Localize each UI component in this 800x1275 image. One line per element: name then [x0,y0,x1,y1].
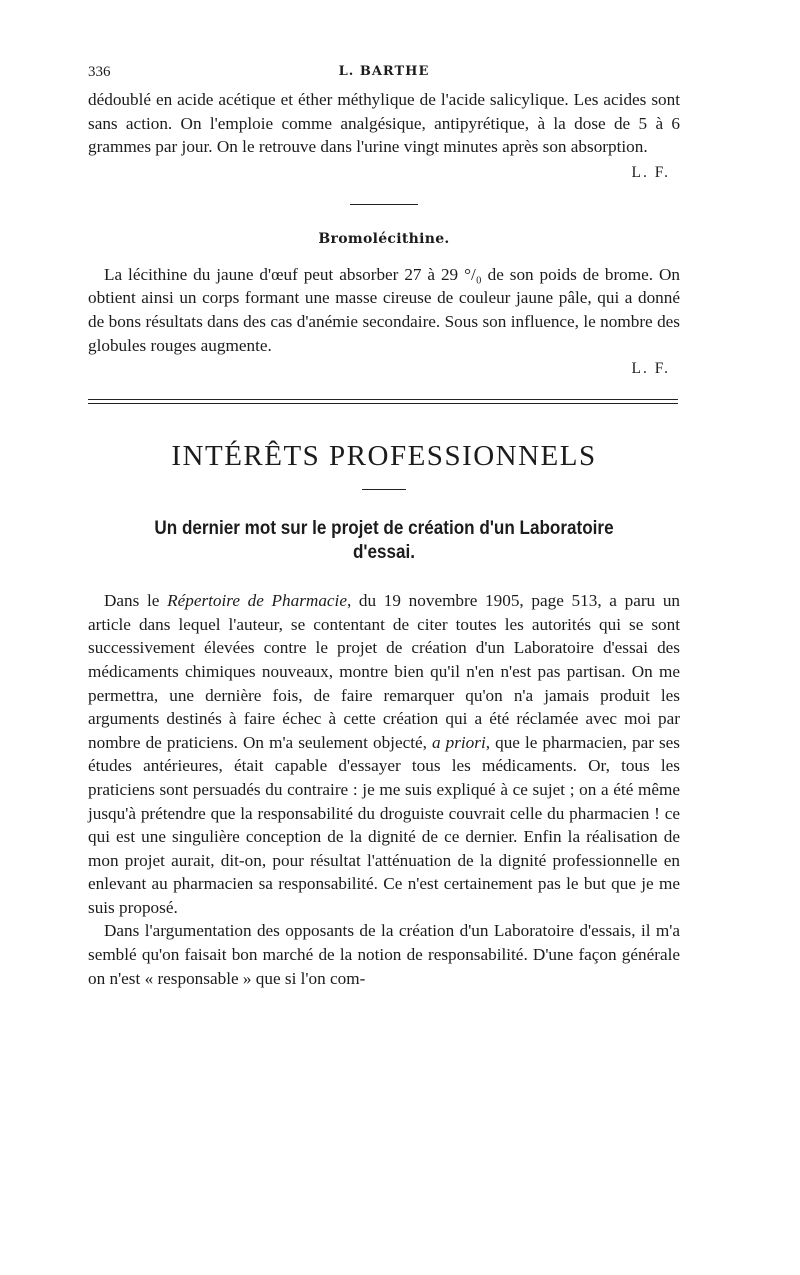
p1-text-after: , que le pharmacien, par ses études antérieures, était capable d'essayer tous les médicaments. Or, tous les praticiens sont persuadés du contraire : je me suis expliqué à ce sujet ; on a été même jusqu'à prétendre que la responsabilité du droguiste couvrait celle du pharmacien ! ce qui est une singulière conception de la dignité de ce dernier. Enfin la réalisation de mon projet aurait, dit-on, pour résultat l'atténuation de la dignité professionnelle en enlevant au pharmacien sa responsabilité. Ce n'est certainement pas le but que je me suis proposé. [88,732,680,917]
short-separator-2 [362,489,406,490]
signature-2: L. F. [631,360,670,378]
signature-1: L. F. [631,163,670,181]
double-rule-divider [88,399,678,404]
bromolecithine-heading: Bromolécithine. [318,230,450,247]
bromolecithine-paragraph: La lécithine du jaune d'œuf peut absorber 27 à 29 °/₀ de son poids de brome. On obtient ainsi un corps formant une masse cireuse de couleur jaune pâle, qui a donné de bons résultats dans des cas d'anémie secondaire. Sous son influence, le nombre des globules rouges augmente. [88,264,680,355]
article-paragraph-2: Dans l'argumentation des opposants de la création d'un Laboratoire d'essais, il m'a semblé qu'on faisait bon marché de la notion de responsabilité. D'une façon générale on n'est « responsable » que si l'on com- [88,921,680,988]
book-page [88,64,680,990]
running-head: L. BARTHE [338,64,430,79]
article-title: Un dernier mot sur le projet de création d'un Laboratoire d'essai. [154,518,614,564]
continued-paragraph: dédoublé en acide acétique et éther méthylique de l'acide salicylique. Les acides sont sans action. On l'emploie comme analgésique, antipyrétique, à la dose de 5 à 6 grammes par jour. On le retrouve dans l'urine vingt minutes après son absorption. [88,90,680,157]
p1-text-mid: , du 19 novembre 1905, page 513, a paru un article dans lequel l'auteur, se contentant de citer toutes les autorités qui se sont successivement élevées contre le projet de création d'un Laboratoire d'essai des médicaments chimiques nouveaux, montre bien qu'il n'en n'est pas partisan. On me permettra, une dernière fois, de faire remarquer qu'on n'a jamais produit les arguments destinés à faire échec à cette création qui a été réclamée avec moi par nombre de praticiens. On m'a seulement objecté, [88,591,681,752]
a-priori-phrase: a priori [431,732,486,752]
section-title: INTÉRÊTS PROFESSIONNELS [171,440,597,473]
page-number: 336 [88,64,111,80]
short-separator-1 [350,204,418,205]
p1-text-before: Dans le [104,591,168,611]
page-header [88,64,680,88]
article-paragraph-1 [88,589,680,919]
journal-name: Répertoire de Pharmacie [167,591,347,611]
